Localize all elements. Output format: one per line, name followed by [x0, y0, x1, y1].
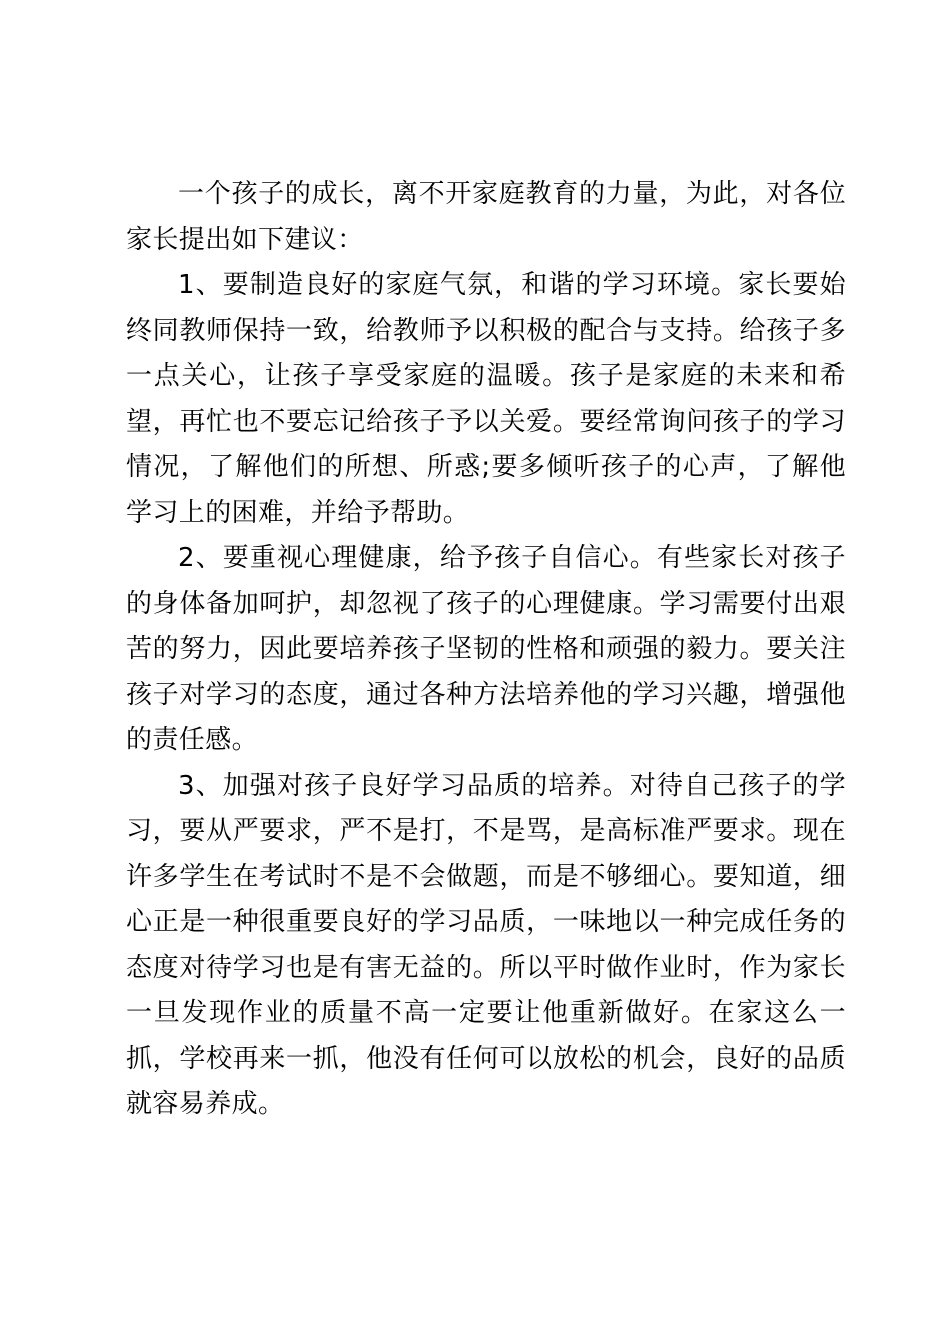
paragraph-suggestion-1: 1、要制造良好的家庭气氛，和谐的学习环境。家长要始终同教师保持一致，给教师予以积极的配合与支持。给孩子多一点关心，让孩子享受家庭的温暖。孩子是家庭的未来和希望，再忙也不要忘记给孩子予以关爱。要经常询问孩子的学习情况，了解他们的所想、所惑;要多倾听孩子的心声，了解他学习上的困难，并给予帮助。	[126, 270, 846, 528]
paragraph-intro: 一个孩子的成长，离不开家庭教育的力量，为此，对各位家长提出如下建议：	[126, 179, 846, 255]
paragraph-suggestion-2: 2、要重视心理健康，给予孩子自信心。有些家长对孩子的身体备加呵护，却忽视了孩子的心理健康。学习需要付出艰苦的努力，因此要培养孩子坚韧的性格和顽强的毅力。要关注孩子对学习的态度，通过各种方法培养他的学习兴趣，增强他的责任感。	[126, 543, 846, 755]
paragraph-suggestion-3: 3、加强对孩子良好学习品质的培养。对待自己孩子的学习，要从严要求，严不是打，不是骂，是高标准严要求。现在许多学生在考试时不是不会做题，而是不够细心。要知道，细心正是一种很重要良好的学习品质，一味地以一种完成任务的态度对待学习也是有害无益的。所以平时做作业时，作为家长一旦发现作业的质量不高一定要让他重新做好。在家这么一抓，学校再来一抓，他没有任何可以放松的机会，良好的品质就容易养成。	[126, 770, 846, 1119]
document-body	[126, 172, 846, 1128]
